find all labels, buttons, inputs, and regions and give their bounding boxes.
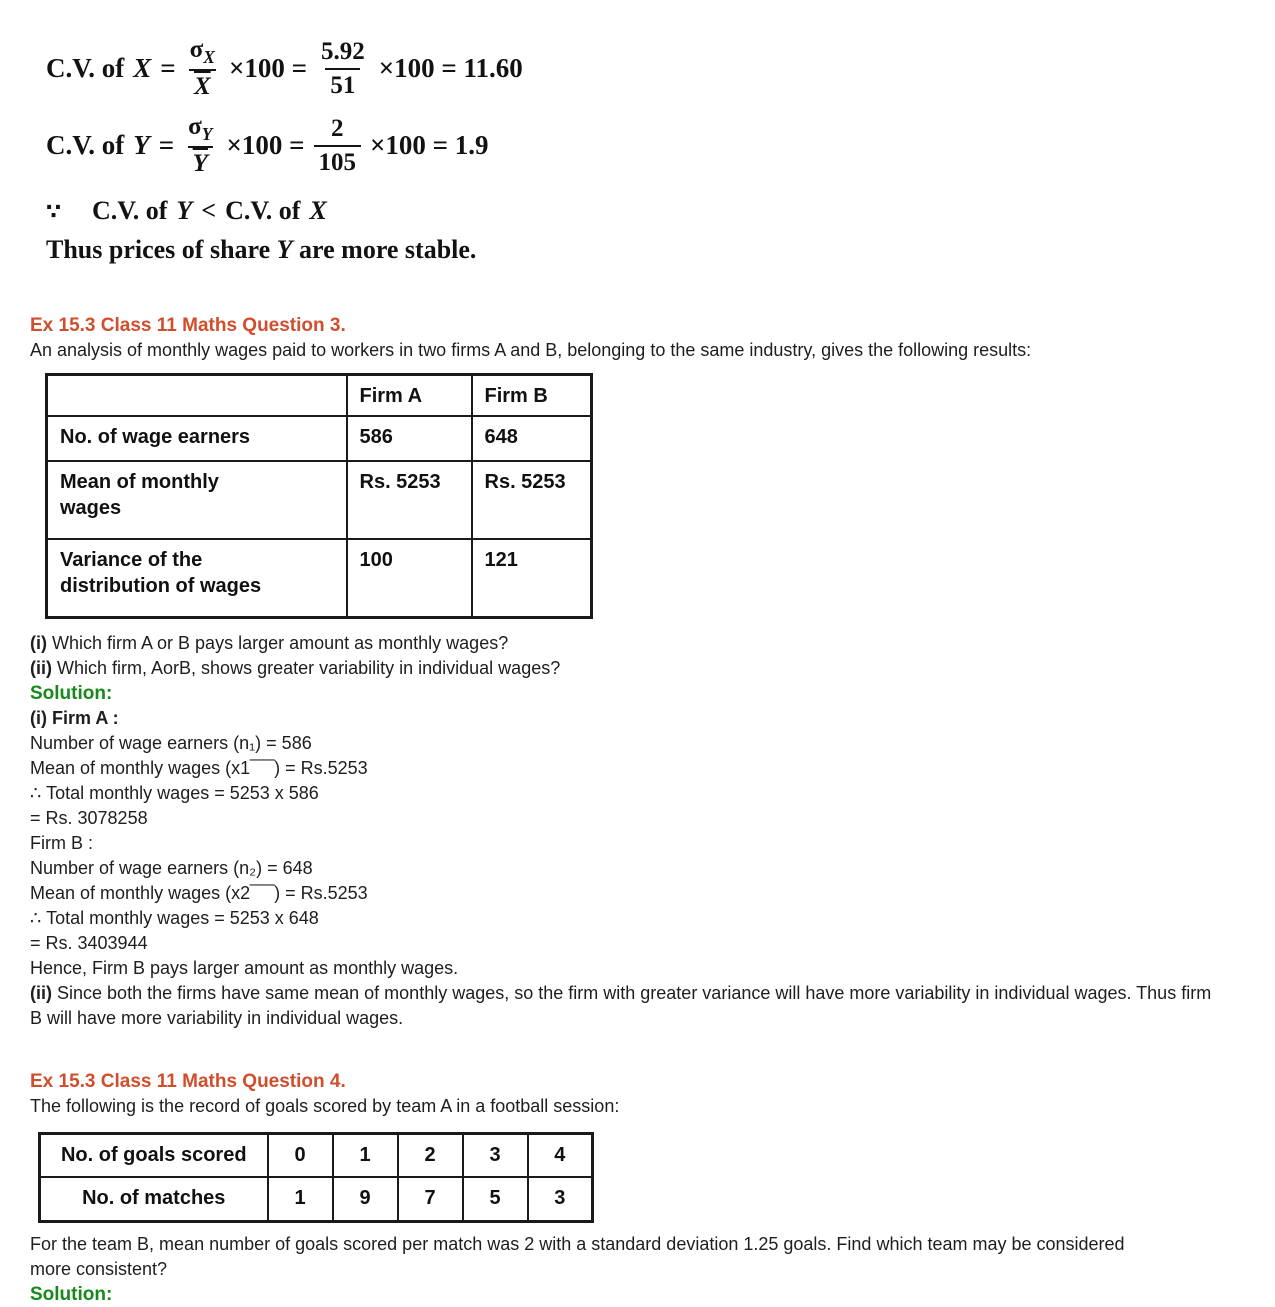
because-icon: ∵ (46, 200, 62, 225)
row-label-cell (47, 461, 347, 539)
firm-a-value-cell: 100 (347, 539, 472, 617)
cv-y-variable: Y (133, 130, 150, 160)
solution-line: Number of wage earners (n₂) = 648 (30, 857, 313, 878)
part-label: (ii) (30, 982, 52, 1003)
row-label-cell: No. of goals scored (40, 1133, 268, 1177)
fraction-denominator (189, 69, 216, 101)
value-cell: 2 (398, 1133, 463, 1177)
table-row (40, 1133, 593, 1177)
fraction-sigma-y-over-ybar (183, 113, 217, 179)
firm-a-subheading: (i) Firm A : (30, 707, 119, 728)
part-text: Since both the firms have same mean of monthly wages, so the firm with greater variance will have more variability in individual wages. Thus firm B will have more variability in individual wages. (30, 982, 1212, 1028)
sigma-symbol: σ (188, 112, 202, 140)
empty-header-cell (47, 375, 347, 417)
fraction-denominator (188, 146, 213, 178)
sigma-subscript: Y (201, 123, 213, 144)
table-row (40, 1177, 593, 1221)
cv-y-result: ×100 = 1.9 (370, 130, 489, 160)
sigma-subscript: X (203, 46, 215, 67)
question-3-intro: An analysis of monthly wages paid to workers in two firms A and B, belonging to the same industry, gives the following results: (30, 340, 1032, 360)
y-bar: Y (192, 150, 208, 178)
row-label: wages (60, 497, 122, 519)
value-cell: 7 (398, 1177, 463, 1221)
solution-line: = Rs. 3078258 (30, 807, 148, 828)
fraction-numerator (183, 113, 217, 147)
table-row (47, 461, 592, 539)
fraction-numerator: 5.92 (321, 37, 365, 65)
firm-b-header-cell: Firm B (472, 375, 592, 417)
question-4-intro: The following is the record of goals scored by team A in a football session: (30, 1095, 620, 1116)
solution-heading: Solution: (30, 682, 113, 704)
value-cell: 5 (463, 1177, 528, 1221)
firm-b-value-cell: Rs. 5253 (472, 461, 592, 539)
solution-part-ii (30, 981, 1215, 1031)
value-cell: 4 (528, 1133, 593, 1177)
conclusion-text: are more stable. (299, 235, 477, 264)
fraction-592-over-51 (316, 38, 370, 100)
part-label: (i) (30, 632, 47, 653)
cv-y-times-100: ×100 = (226, 130, 305, 160)
cv-of-y-equation (46, 107, 1250, 184)
fraction-numerator (185, 36, 220, 70)
cv-x-times-100: ×100 = (228, 53, 307, 83)
solution-line: Mean of monthly wages (x2‾‾‾‾) = Rs.5253 (30, 882, 368, 903)
row-label: Variance of the (60, 549, 203, 571)
table-row (47, 416, 592, 461)
variable-y: Y (176, 196, 193, 225)
solution-heading: Solution: (30, 1283, 113, 1305)
variable-y: Y (276, 235, 293, 264)
cv-x-prefix: C.V. of (46, 53, 125, 83)
row-label: No. of wage earners (60, 426, 251, 448)
solution-line: Number of wage earners (n₁) = 586 (30, 732, 312, 753)
firm-b-value-cell: 648 (472, 416, 592, 461)
variable-x: X (309, 196, 327, 225)
firm-a-value-cell: Rs. 5253 (347, 461, 472, 539)
solution-line: ∴ Total monthly wages = 5253 x 586 (30, 782, 319, 803)
comparison-text: C.V. of (92, 196, 168, 225)
fraction-denominator: 51 (325, 68, 360, 100)
fraction-sigma-x-over-xbar (185, 36, 220, 102)
value-cell: 9 (333, 1177, 398, 1221)
row-label: distribution of wages (60, 575, 262, 597)
solution-conclusion: Hence, Firm B pays larger amount as monthly wages. (30, 957, 459, 978)
question-3-heading: Ex 15.3 Class 11 Maths Question 3. (30, 315, 346, 336)
conclusion-line (46, 235, 1250, 265)
value-cell: 3 (528, 1177, 593, 1221)
because-comparison-line (46, 196, 1250, 226)
row-label-cell: No. of matches (40, 1177, 268, 1221)
goals-record-table (38, 1132, 594, 1223)
table-row (47, 539, 592, 617)
cv-formula-block (46, 30, 1250, 265)
firm-a-header-cell: Firm A (347, 375, 472, 417)
cv-x-result: ×100 = 11.60 (378, 53, 523, 83)
solution-line: = Rs. 3403944 (30, 932, 148, 953)
cv-y-prefix: C.V. of (46, 130, 125, 160)
question-4-text: For the team B, mean number of goals scored per match was 2 with a standard deviation 1.25 goals. Find which team may be considered more consistent? (30, 1233, 1125, 1279)
part-label: (ii) (30, 657, 52, 678)
question-4-heading: Ex 15.3 Class 11 Maths Question 4. (30, 1070, 346, 1092)
firm-b-value-cell: 121 (472, 539, 592, 617)
row-label-cell (47, 416, 347, 461)
comparison-text: C.V. of (225, 196, 301, 225)
fraction-2-over-105 (314, 115, 362, 177)
value-cell: 1 (268, 1177, 333, 1221)
less-than-operator: < (201, 196, 217, 225)
question-3-part-ii (30, 656, 1245, 681)
cv-x-variable: X (133, 53, 152, 83)
x-bar: X (193, 73, 211, 101)
value-cell: 3 (463, 1133, 528, 1177)
table-header-row (47, 375, 592, 417)
part-text: Which firm A or B pays larger amount as monthly wages? (52, 632, 509, 653)
conclusion-text: Thus prices of share (46, 235, 271, 264)
wages-comparison-table (45, 373, 593, 619)
firm-b-subheading: Firm B : (30, 832, 93, 853)
fraction-numerator: 2 (331, 114, 344, 142)
firm-a-value-cell: 586 (347, 416, 472, 461)
part-text: Which firm, AorB, shows greater variability in individual wages? (57, 657, 561, 678)
cv-x-equals: = (160, 53, 176, 83)
value-cell: 0 (268, 1133, 333, 1177)
sigma-symbol: σ (189, 35, 204, 63)
question-3-part-i (30, 631, 1245, 656)
solution-line: Mean of monthly wages (x1‾‾‾‾) = Rs.5253 (30, 757, 368, 778)
cv-of-x-equation (46, 30, 1250, 107)
solution-line: ∴ Total monthly wages = 5253 x 648 (30, 907, 319, 928)
cv-y-equals: = (158, 130, 175, 160)
value-cell: 1 (333, 1133, 398, 1177)
fraction-denominator: 105 (314, 145, 362, 177)
row-label: Mean of monthly (60, 471, 219, 493)
row-label-cell (47, 539, 347, 617)
